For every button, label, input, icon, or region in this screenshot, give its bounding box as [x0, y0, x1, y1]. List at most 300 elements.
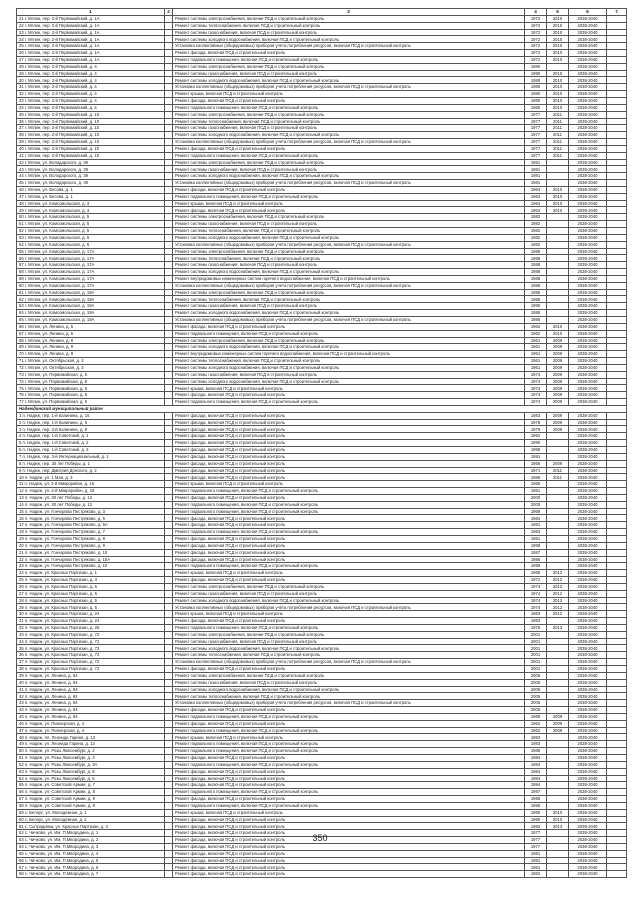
last-repair-year-cell: 2009 — [547, 371, 569, 378]
work-type-cell: Ремонт крыши, включая ПСД и строительный контроль — [173, 481, 525, 488]
work-type-cell: Ремонт фасада, включая ПСД и строительный контроль — [173, 556, 525, 563]
address: г. Мглин, пер. 2-й Первомайский, д. 4 — [24, 63, 97, 69]
planned-period-cell: 2038-2040 — [569, 494, 607, 501]
row-number: 66 — [19, 323, 24, 329]
row-number: 16 — [19, 515, 24, 521]
address: г. Мглин, ул. Комсомольская, д. 3 — [24, 207, 90, 213]
last-repair-year-cell: 2010 — [547, 15, 569, 22]
empty-cell — [607, 364, 627, 371]
last-repair-year-cell — [547, 754, 569, 761]
address-cell — [17, 323, 165, 330]
empty-cell — [607, 22, 627, 29]
address-cell — [17, 508, 165, 515]
address: п. Надеж, ул. Красных Партизан, д. 72 — [24, 645, 100, 651]
table-row — [17, 275, 627, 282]
empty-cell — [607, 604, 627, 611]
last-repair-year-cell: 2010 — [547, 193, 569, 200]
row-number: 43 — [19, 166, 24, 172]
table-row — [17, 611, 627, 618]
address-cell — [17, 501, 165, 508]
work-type-cell: Ремонт фасада, включая ПСД и строительный контроль — [173, 419, 525, 426]
row-number: 68 — [19, 871, 24, 877]
planned-period-cell: 2038-2040 — [569, 720, 607, 727]
address: г. Мглин, ул. Бесова, д. 1 — [24, 193, 73, 199]
address: г. Мглин, пер. 2-й Первомайский, д. 4 — [24, 77, 97, 83]
address: г. Мглин, пер. 2-й Первомайский, д. 1А — [24, 29, 100, 35]
empty-cell — [607, 111, 627, 118]
row-number: 62 — [19, 830, 24, 836]
last-repair-year-cell — [547, 843, 569, 850]
row-number: 34 — [19, 104, 24, 110]
table-row — [17, 672, 627, 679]
work-type-cell: Ремонт фасада, включая ПСД и строительный контроль — [173, 577, 525, 584]
table-row — [17, 200, 627, 207]
planned-period-cell: 2038-2040 — [569, 36, 607, 43]
row-number: 77 — [19, 399, 24, 405]
address-cell — [17, 173, 165, 180]
spacer-cell — [165, 118, 173, 125]
table-row — [17, 111, 627, 118]
year-built-cell: 1962 — [525, 720, 547, 727]
header-col-5: 5 — [547, 9, 569, 16]
planned-period-cell: 2038-2040 — [569, 624, 607, 631]
address: г. Мглин, ул. Володарского, д. 39 — [24, 180, 88, 186]
work-type-cell: Ремонт системы электроснабжения, включая ПСД и строительный контроль — [173, 63, 525, 70]
planned-period-cell: 2038-2040 — [569, 207, 607, 214]
row-number: 52 — [19, 761, 24, 767]
row-number: 44 — [19, 707, 24, 713]
row-number: 20 — [19, 542, 24, 548]
table-body — [17, 15, 627, 877]
spacer-cell — [165, 29, 173, 36]
last-repair-year-cell — [547, 850, 569, 857]
empty-cell — [607, 337, 627, 344]
header-col-4: 4 — [525, 9, 547, 16]
empty-cell — [607, 152, 627, 159]
year-built-cell: 1980 — [525, 63, 547, 70]
work-type-cell: Ремонт подвального помещения, включая ПСД и строительный контроль — [173, 488, 525, 495]
empty-cell — [607, 433, 627, 440]
planned-period-cell: 2038-2040 — [569, 186, 607, 193]
last-repair-year-cell — [547, 789, 569, 796]
header-col-1: 1 — [17, 9, 165, 16]
spacer-cell — [165, 535, 173, 542]
work-type-cell: Ремонт подвального помещения, включая ПСД и строительный контроль — [173, 761, 525, 768]
spacer-cell — [165, 686, 173, 693]
year-built-cell: 1982 — [525, 228, 547, 235]
address-cell — [17, 871, 165, 878]
planned-period-cell: 2038-2040 — [569, 399, 607, 406]
address-cell — [17, 344, 165, 351]
address: п. Надеж, ул. Гончарова Пестряково, д. 7 — [24, 529, 105, 535]
address: г. Мглин, пер. 2-й Первомайский, д. 4 — [24, 91, 97, 97]
address-cell — [17, 412, 165, 419]
year-built-cell: 1974 — [525, 399, 547, 406]
row-number: 68 — [19, 337, 24, 343]
planned-period-cell: 2038-2040 — [569, 837, 607, 844]
work-type-cell: Ремонт фасада, включая ПСД и строительный контроль — [173, 850, 525, 857]
table-row — [17, 720, 627, 727]
empty-cell — [607, 748, 627, 755]
address-cell — [17, 542, 165, 549]
last-repair-year-cell — [547, 316, 569, 323]
last-repair-year-cell — [547, 529, 569, 536]
empty-cell — [607, 624, 627, 631]
spacer-cell — [165, 604, 173, 611]
table-row — [17, 707, 627, 714]
address-cell — [17, 857, 165, 864]
year-built-cell: 2000 — [525, 501, 547, 508]
table-row — [17, 631, 627, 638]
address-cell — [17, 460, 165, 467]
last-repair-year-cell — [547, 221, 569, 228]
year-built-cell: 1977 — [525, 125, 547, 132]
address-cell — [17, 741, 165, 748]
year-built-cell: 1983 — [525, 611, 547, 618]
spacer-cell — [165, 447, 173, 454]
address: г. Мглин, пер. 2-й Первомайский, д. 10 — [24, 146, 100, 151]
planned-period-cell: 2038-2040 — [569, 50, 607, 57]
address-cell — [17, 358, 165, 365]
last-repair-year-cell — [547, 693, 569, 700]
address: п. Надеж, ул. Советской Армии, д. 8 — [24, 789, 95, 795]
empty-cell — [607, 207, 627, 214]
empty-cell — [607, 43, 627, 50]
address-cell — [17, 63, 165, 70]
last-repair-year-cell — [547, 481, 569, 488]
spacer-cell — [165, 515, 173, 522]
spacer-cell — [165, 43, 173, 50]
empty-cell — [607, 91, 627, 98]
year-built-cell: 1981 — [525, 857, 547, 864]
spacer-cell — [165, 36, 173, 43]
year-built-cell: 1981 — [525, 166, 547, 173]
address-cell — [17, 84, 165, 91]
spacer-cell — [165, 193, 173, 200]
last-repair-year-cell — [547, 310, 569, 317]
year-built-cell: 2005 — [525, 672, 547, 679]
address-cell — [17, 440, 165, 447]
last-repair-year-cell — [547, 734, 569, 741]
year-built-cell: 1981 — [525, 180, 547, 187]
spacer-cell — [165, 364, 173, 371]
row-number: 39 — [19, 139, 24, 145]
address-cell — [17, 494, 165, 501]
spacer-cell — [165, 241, 173, 248]
year-built-cell: 1988 — [525, 255, 547, 262]
planned-period-cell: 2038-2040 — [569, 501, 607, 508]
last-repair-year-cell — [547, 228, 569, 235]
last-repair-year-cell: 2013 — [547, 624, 569, 631]
planned-period-cell: 2038-2040 — [569, 63, 607, 70]
spacer-cell — [165, 542, 173, 549]
planned-period-cell: 2038-2040 — [569, 597, 607, 604]
last-repair-year-cell — [547, 672, 569, 679]
spacer-cell — [165, 248, 173, 255]
year-built-cell: 1988 — [525, 248, 547, 255]
address-cell — [17, 768, 165, 775]
row-number: 58 — [19, 269, 24, 275]
year-built-cell: 1961 — [525, 358, 547, 365]
work-type-cell: Ремонт системы газоснабжения, включая ПСД и строительный контроль — [173, 29, 525, 36]
table-row — [17, 77, 627, 84]
row-number: 65 — [19, 850, 24, 856]
section-row — [17, 405, 627, 412]
address: п. Надеж, пер. 1-й Советский, д. 1 — [22, 433, 89, 439]
empty-cell — [607, 501, 627, 508]
last-repair-year-cell — [547, 440, 569, 447]
spacer-cell — [165, 337, 173, 344]
empty-cell — [607, 789, 627, 796]
row-number: 51 — [19, 221, 24, 227]
table-row — [17, 132, 627, 139]
year-built-cell: 1971 — [525, 467, 547, 474]
planned-period-cell: 2038-2040 — [569, 118, 607, 125]
work-type-cell: Ремонт системы газоснабжения, включая ПСД и строительный контроль — [173, 371, 525, 378]
spacer-cell — [165, 488, 173, 495]
year-built-cell: 1982 — [525, 234, 547, 241]
year-built-cell: 1987 — [525, 549, 547, 556]
last-repair-year-cell: 2010 — [547, 77, 569, 84]
empty-cell — [607, 275, 627, 282]
address: с. Чичково, ул. Им. П.Мвородина, д. 4 — [24, 850, 99, 856]
work-type-cell: Ремонт системы холодного водоснабжения, включая ПСД и строительный контроль — [173, 645, 525, 652]
address-cell — [17, 474, 165, 481]
year-built-cell: 1974 — [525, 597, 547, 604]
year-built-cell: 1976 — [525, 624, 547, 631]
year-built-cell: 1988 — [525, 542, 547, 549]
planned-period-cell: 2038-2040 — [569, 29, 607, 36]
table-row — [17, 351, 627, 358]
work-type-cell: Ремонт фасада, включая ПСД и строительный контроль — [173, 97, 525, 104]
empty-cell — [607, 802, 627, 809]
empty-cell — [607, 686, 627, 693]
last-repair-year-cell: 2010 — [547, 70, 569, 77]
planned-period-cell: 2038-2040 — [569, 173, 607, 180]
work-type-cell: Ремонт подвального помещения, включая ПСД и строительный контроль — [173, 802, 525, 809]
last-repair-year-cell — [547, 241, 569, 248]
last-repair-year-cell: 2010 — [547, 29, 569, 36]
address: г. Мглин, ул. Комсомольская, д. 19А — [24, 296, 95, 302]
last-repair-year-cell: 2012 — [547, 577, 569, 584]
address: п. Надеж, ул. Гончарова Пестряково, д. 5 — [24, 515, 105, 521]
empty-cell — [607, 419, 627, 426]
last-repair-year-cell: 2010 — [547, 330, 569, 337]
year-built-cell: 1981 — [525, 850, 547, 857]
spacer-cell — [165, 570, 173, 577]
address: п. Надеж, ул. Пионерская, д. 4 — [24, 720, 85, 726]
address: г. Мглин, пер. 2-й Первомайский, д. 10 — [24, 139, 100, 145]
row-number: 45 — [19, 180, 24, 186]
row-number: 1 — [19, 412, 22, 418]
spacer-cell — [165, 173, 173, 180]
address-cell — [17, 727, 165, 734]
empty-cell — [607, 700, 627, 707]
work-type-cell: Ремонт системы газоснабжения, включая ПСД и строительный контроль — [173, 166, 525, 173]
empty-cell — [607, 310, 627, 317]
work-type-cell: Ремонт системы теплоснабжения, включая ПСД и строительный контроль — [173, 255, 525, 262]
planned-period-cell: 2038-2040 — [569, 22, 607, 29]
year-built-cell: 1969 — [525, 713, 547, 720]
spacer-cell — [165, 857, 173, 864]
address-cell — [17, 734, 165, 741]
spacer-cell — [165, 809, 173, 816]
work-type-cell: Ремонт системы электроснабжения, включая ПСД и строительный контроль — [173, 337, 525, 344]
year-built-cell: 2005 — [525, 693, 547, 700]
spacer-cell — [165, 186, 173, 193]
planned-period-cell: 2038-2040 — [569, 871, 607, 878]
planned-period-cell: 2038-2040 — [569, 419, 607, 426]
address-cell — [17, 453, 165, 460]
table-row — [17, 91, 627, 98]
table-row — [17, 303, 627, 310]
last-repair-year-cell: 2009 — [547, 392, 569, 399]
planned-period-cell: 2038-2040 — [569, 850, 607, 857]
last-repair-year-cell — [547, 255, 569, 262]
row-number: 34 — [19, 638, 24, 644]
table-row — [17, 604, 627, 611]
spacer-cell — [165, 282, 173, 289]
table-row — [17, 248, 627, 255]
spacer-cell — [165, 180, 173, 187]
last-repair-year-cell — [547, 618, 569, 625]
last-repair-year-cell: 2010 — [547, 816, 569, 823]
planned-period-cell: 2038-2040 — [569, 180, 607, 187]
spacer-cell — [165, 125, 173, 132]
table-row — [17, 70, 627, 77]
year-built-cell: 1982 — [525, 871, 547, 878]
empty-cell — [607, 618, 627, 625]
address: г. Мглин, пер. 2-й Первомайский, д. 1А — [24, 43, 100, 49]
address: г. Мглин, пер. 2-й Первомайский, д. 1А — [24, 15, 100, 21]
spacer-cell — [165, 659, 173, 666]
address: г. Мглин, пер. 2-й Первомайский, д. 10 — [24, 111, 100, 117]
planned-period-cell: 2038-2040 — [569, 481, 607, 488]
address: г. Мглин, ул. Бесова, д. 1 — [24, 187, 73, 193]
table-row — [17, 125, 627, 132]
work-type-cell: Ремонт системы газоснабжения, включая ПСД и строительный контроль — [173, 679, 525, 686]
work-type-cell: Установка коллективных (общедомовых) приборов учета потребления ресурсов, включая ПСД и строительный контроль — [173, 241, 525, 248]
last-repair-year-cell — [547, 508, 569, 515]
address-cell — [17, 186, 165, 193]
planned-period-cell: 2038-2040 — [569, 166, 607, 173]
row-number: 40 — [19, 146, 24, 151]
year-built-cell: 2005 — [525, 707, 547, 714]
empty-cell — [607, 707, 627, 714]
address-cell — [17, 303, 165, 310]
row-number: 43 — [19, 700, 24, 706]
work-type-cell: Ремонт системы газоснабжения, включая ПСД и строительный контроль — [173, 70, 525, 77]
address-cell — [17, 843, 165, 850]
last-repair-year-cell — [547, 802, 569, 809]
planned-period-cell: 2038-2040 — [569, 111, 607, 118]
row-number: 67 — [19, 864, 24, 870]
table-row — [17, 50, 627, 57]
last-repair-year-cell — [547, 871, 569, 878]
year-built-cell: 1974 — [525, 392, 547, 399]
table-row — [17, 693, 627, 700]
address: г. Мглин, ул. Комсомольская, д. 5 — [24, 228, 90, 234]
year-built-cell: 1980 — [525, 84, 547, 91]
empty-cell — [607, 15, 627, 22]
address: г. Мглин, ул. Комсомольская, д. 17А — [24, 262, 95, 268]
address-cell — [17, 330, 165, 337]
last-repair-year-cell — [547, 535, 569, 542]
work-type-cell: Ремонт системы газоснабжения, включая ПСД и строительный контроль — [173, 590, 525, 597]
spacer-cell — [165, 371, 173, 378]
spacer-cell — [165, 645, 173, 652]
work-type-cell: Ремонт системы холодного водоснабжения, включая ПСД и строительный контроль — [173, 686, 525, 693]
table-row — [17, 426, 627, 433]
last-repair-year-cell: 2012 — [547, 611, 569, 618]
empty-cell — [607, 823, 627, 830]
last-repair-year-cell: 2013 — [547, 823, 569, 830]
table-row — [17, 364, 627, 371]
spacer-cell — [165, 385, 173, 392]
table-row — [17, 166, 627, 173]
row-number: 67 — [19, 330, 24, 336]
table-row — [17, 241, 627, 248]
last-repair-year-cell — [547, 180, 569, 187]
row-number: 46 — [19, 720, 24, 726]
planned-period-cell: 2038-2040 — [569, 686, 607, 693]
address-cell — [17, 645, 165, 652]
row-number: 14 — [19, 501, 24, 507]
table-row — [17, 433, 627, 440]
year-built-cell: 1981 — [525, 522, 547, 529]
address-cell — [17, 145, 165, 152]
work-type-cell: Ремонт фасада, включая ПСД и строительный контроль — [173, 467, 525, 474]
planned-period-cell: 2038-2040 — [569, 830, 607, 837]
row-number: 35 — [19, 111, 24, 117]
address-cell — [17, 577, 165, 584]
row-number: 6 — [19, 447, 22, 453]
work-type-cell: Установка коллективных (общедомовых) приборов учета потребления ресурсов, включая ПСД и строительный контроль — [173, 84, 525, 91]
spacer-cell — [165, 84, 173, 91]
year-built-cell: 1988 — [525, 269, 547, 276]
spacer-cell — [165, 433, 173, 440]
table-row — [17, 583, 627, 590]
table-row — [17, 789, 627, 796]
table-row — [17, 494, 627, 501]
work-type-cell: Ремонт крыши, включая ПСД и строительный контроль — [173, 570, 525, 577]
work-type-cell: Ремонт системы холодного водоснабжения, включая ПСД и строительный контроль — [173, 310, 525, 317]
address: с. Сытрадинка, ул. Красных Партизан, д. 3 — [24, 823, 108, 829]
planned-period-cell: 2038-2040 — [569, 282, 607, 289]
planned-period-cell: 2038-2040 — [569, 570, 607, 577]
address: г. Мглин, ул. Ленина, д. 9 — [24, 337, 74, 343]
spacer-cell — [165, 159, 173, 166]
row-number: 41 — [19, 686, 24, 692]
spacer-cell — [165, 590, 173, 597]
empty-cell — [607, 180, 627, 187]
address-cell — [17, 228, 165, 235]
empty-cell — [607, 809, 627, 816]
empty-cell — [607, 679, 627, 686]
table-row — [17, 734, 627, 741]
spacer-cell — [165, 214, 173, 221]
planned-period-cell: 2038-2040 — [569, 275, 607, 282]
last-repair-year-cell: 2010 — [547, 84, 569, 91]
work-type-cell: Ремонт внутридомовых инженерных систем горячего водоснабжения, включая ПСД и строительный контроль — [173, 351, 525, 358]
empty-cell — [607, 857, 627, 864]
spacer-cell — [165, 228, 173, 235]
planned-period-cell: 2038-2040 — [569, 303, 607, 310]
planned-period-cell: 2038-2040 — [569, 248, 607, 255]
table-row — [17, 754, 627, 761]
address: п. Надеж, пер. Дмитрия Донского, д. 2 — [22, 467, 97, 473]
table-row — [17, 748, 627, 755]
